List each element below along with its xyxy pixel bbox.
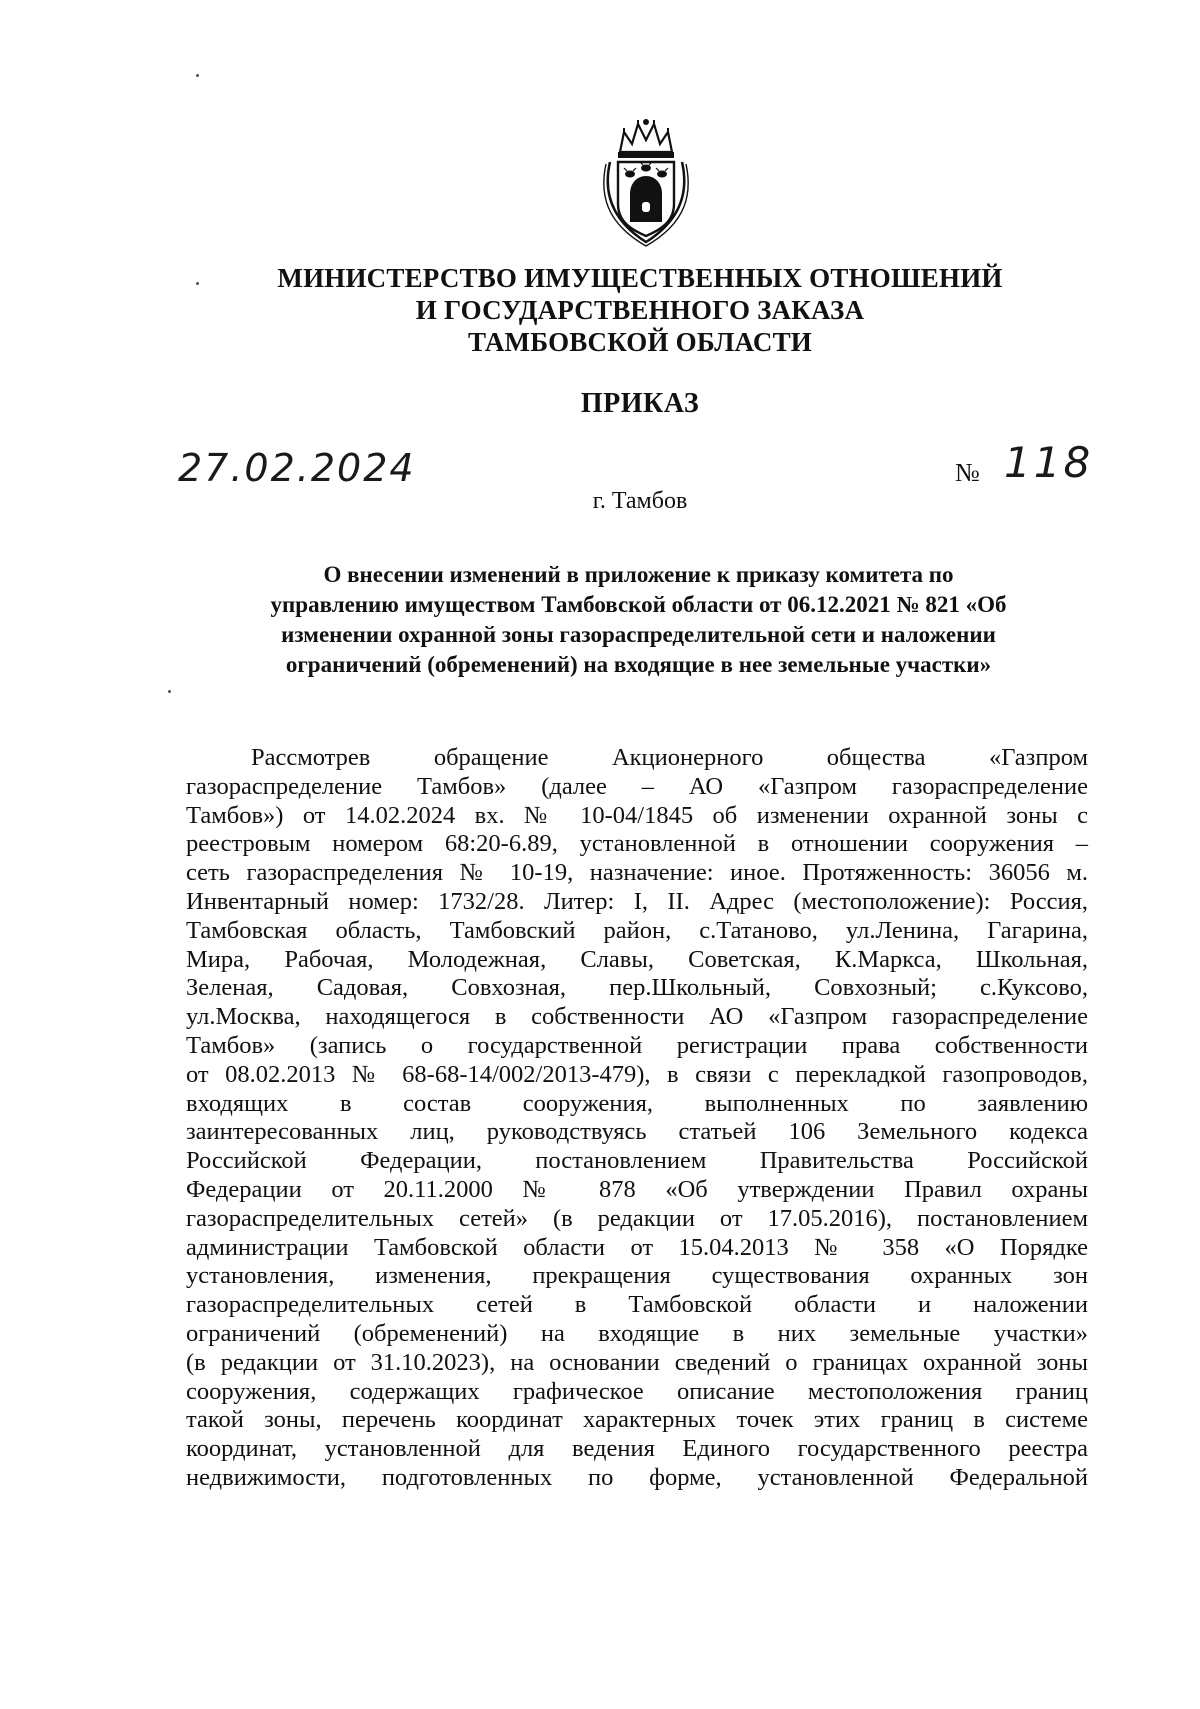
body-line: от 08.02.2013 № 68-68-14/002/2013-479), в связи с перекладкой газопроводов, <box>186 1060 1088 1088</box>
scan-speck <box>196 74 199 77</box>
body-line: сооружения, содержащих графическое описание местоположения границ <box>186 1377 1088 1405</box>
subject-line: изменении охранной зоны газораспределительной сети и наложении <box>281 622 996 647</box>
body-line: недвижимости, подготовленных по форме, установленной Федеральной <box>186 1463 1088 1491</box>
body-line: заинтересованных лиц, руководствуясь статьей 106 Земельного кодекса <box>186 1118 1088 1146</box>
document-type-title: ПРИКАЗ <box>580 388 700 419</box>
ministry-name-line: И ГОСУДАРСТВЕННОГО ЗАКАЗА <box>415 295 865 325</box>
scan-speck <box>168 690 171 693</box>
ministry-name <box>150 262 1130 358</box>
body-line: Тамбов» (запись о государственной регистрации права собственности <box>186 1031 1088 1059</box>
subject-line: О внесении изменений в приложение к приказу комитета по <box>323 562 954 587</box>
city-of-issue: г. Тамбов <box>592 488 688 514</box>
coat-of-arms-emblem <box>600 118 692 248</box>
body-line: Федерации от 20.11.2000 № 878 «Об утверждении Правил охраны <box>186 1175 1088 1203</box>
body-line: реестровым номером 68:20-6.89, установленной в отношении сооружения – <box>186 830 1088 858</box>
order-body <box>186 744 1088 1493</box>
body-line: Тамбов») от 14.02.2024 вх. № 10-04/1845 об изменении охранной зоны с <box>186 801 1088 829</box>
body-line: координат, установленной для ведения Единого государственного реестра <box>186 1435 1088 1463</box>
body-line: Зеленая, Садовая, Совхозная, пер.Школьный, Совхозный; с.Куксово, <box>186 974 1088 1002</box>
body-line: такой зоны, перечень координат характерных точек этих границ в системе <box>186 1406 1088 1434</box>
body-line: входящих в состав сооружения, выполненных по заявлению <box>186 1089 1088 1117</box>
order-date-handwritten: 27.02.2024 <box>178 446 416 490</box>
scan-speck <box>196 282 199 285</box>
subject-line: управлению имуществом Тамбовской области от 06.12.2021 № 821 «Об <box>270 592 1007 617</box>
body-line: газораспределение Тамбов» (далее – АО «Газпром газораспределение <box>186 772 1088 800</box>
body-line: Тамбовская область, Тамбовский район, с.Татаново, ул.Ленина, Гагарина, <box>186 916 1088 944</box>
ministry-name-line: ТАМБОВСКОЙ ОБЛАСТИ <box>467 327 813 357</box>
body-line: Российской Федерации, постановлением Правительства Российской <box>186 1147 1088 1175</box>
body-line: ул.Москва, находящегося в собственности АО «Газпром газораспределение <box>186 1003 1088 1031</box>
body-line: сеть газораспределения № 10-19, назначение: иное. Протяженность: 36056 м. <box>186 859 1088 887</box>
body-line: ограничений (обременений) на входящие в них земельные участки» <box>186 1319 1088 1347</box>
body-line: Рассмотрев обращение Акционерного общества «Газпром <box>251 744 1088 771</box>
order-subject <box>206 560 1071 680</box>
body-line: газораспределительных сетей в Тамбовской области и наложении <box>186 1291 1088 1319</box>
body-line: газораспределительных сетей» (в редакции от 17.05.2016), постановлением <box>186 1204 1088 1232</box>
body-line: установления, изменения, прекращения существования охранных зон <box>186 1262 1088 1290</box>
subject-line: ограничений (обременений) на входящие в нее земельные участки» <box>285 652 992 677</box>
body-line: Инвентарный номер: 1732/28. Литер: I, II. Адрес (местоположение): Россия, <box>186 887 1088 915</box>
body-line: администрации Тамбовской области от 15.04.2013 № 358 «О Порядке <box>186 1233 1088 1261</box>
body-line: (в редакции от 31.10.2023), на основании сведений о границах охранной зоны <box>186 1348 1088 1376</box>
order-number-handwritten: 118 <box>1004 438 1094 487</box>
body-line: Мира, Рабочая, Молодежная, Славы, Советская, К.Маркса, Школьная, <box>186 945 1088 973</box>
number-sign: № <box>955 458 980 487</box>
ministry-name-line: МИНИСТЕРСТВО ИМУЩЕСТВЕННЫХ ОТНОШЕНИЙ <box>277 263 1003 293</box>
